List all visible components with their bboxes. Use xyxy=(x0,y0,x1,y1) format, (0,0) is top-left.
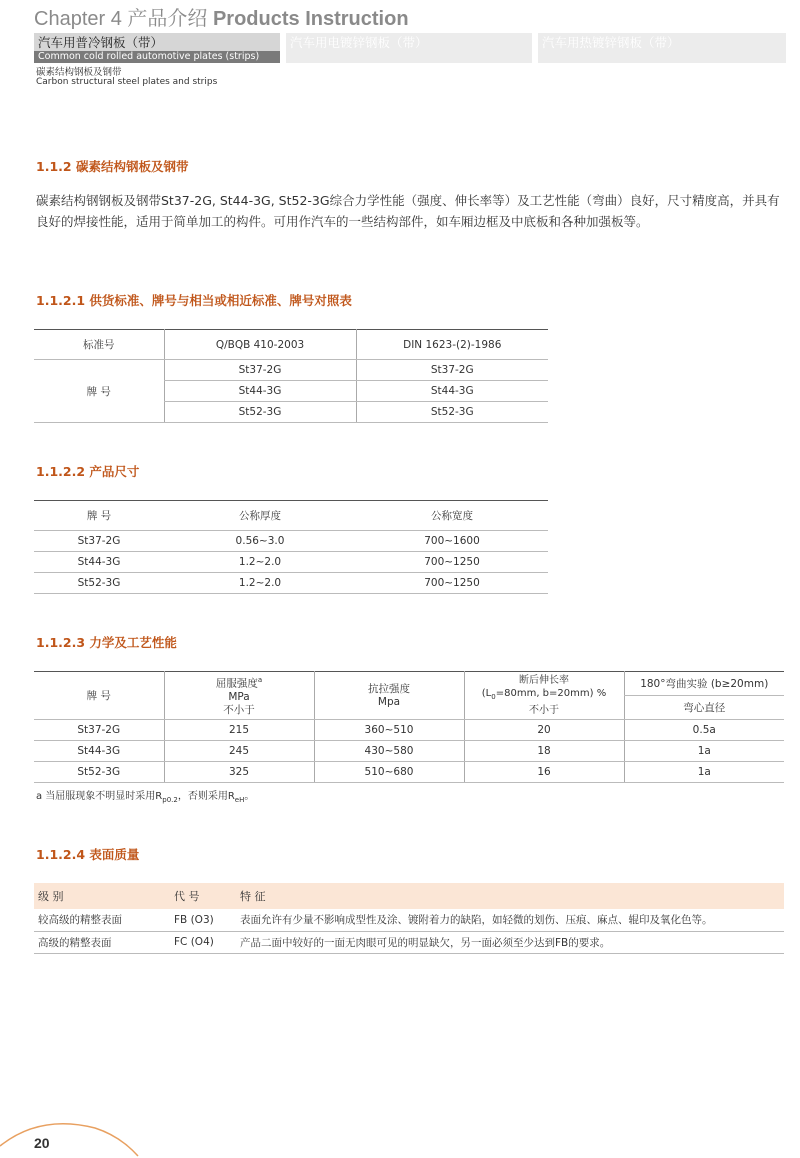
table-cell: 1a xyxy=(624,741,784,762)
page-number: 20 xyxy=(34,1135,50,1151)
table-cell: St44-3G xyxy=(34,552,164,573)
chapter-en: Products Instruction xyxy=(212,8,409,30)
table-cell: St44-3G xyxy=(164,381,356,402)
table-cell: 430~580 xyxy=(314,741,464,762)
table-cell: 表面允许有少量不影响成型性及涂、镀附着力的缺陷，如轻微的划伤、压痕、麻点、辊印及氧化色等。 xyxy=(240,909,784,931)
table-cell: 高级的精整表面 xyxy=(34,931,174,953)
tab-hot-dip-galvanized[interactable] xyxy=(538,33,786,63)
header-cell: 代 号 xyxy=(174,883,240,909)
table-header-row xyxy=(34,672,784,696)
tab-label: 汽车用电镀锌钢板（带） xyxy=(290,35,428,50)
header-cell: 特 征 xyxy=(240,883,784,909)
header-cell: 公称宽度 xyxy=(356,501,548,531)
tab-sublabel: Common cold rolled automotive plates (strips) xyxy=(34,51,280,63)
section-title: 1.1.2 碳素结构钢板及钢带 xyxy=(36,159,189,174)
table-cell: 700~1600 xyxy=(356,531,548,552)
header-bend-sub: 弯心直径 xyxy=(624,696,784,720)
sizes-table xyxy=(34,500,548,594)
footnote: a 当屈服现象不明显时采用$R_{p0.2}$，否则采用$R_{eH}$。 xyxy=(36,791,255,804)
header-cell: 公称厚度 xyxy=(164,501,356,531)
tab-electro-galvanized[interactable] xyxy=(286,33,532,63)
header-grade: 牌 号 xyxy=(34,672,164,720)
table-row xyxy=(34,741,784,762)
table-cell: St37-2G xyxy=(34,531,164,552)
table-row xyxy=(34,720,784,741)
tab-cold-rolled[interactable] xyxy=(34,33,280,63)
table-cell: 0.5a xyxy=(624,720,784,741)
table-cell: 1.2~2.0 xyxy=(164,552,356,573)
table-cell: 245 xyxy=(164,741,314,762)
header-cell: DIN 1623-(2)-1986 xyxy=(356,330,548,360)
table-header-row xyxy=(34,330,548,360)
table-cell: St44-3G xyxy=(356,381,548,402)
surface-title: 1.1.2.4 表面质量 xyxy=(36,847,140,862)
table-row xyxy=(34,552,548,573)
table-row xyxy=(34,931,784,953)
table-cell: St52-3G xyxy=(34,762,164,783)
table-row xyxy=(34,762,784,783)
table-cell: 产品二面中较好的一面无肉眼可见的明显缺欠，另一面必须至少达到FB的要求。 xyxy=(240,931,784,953)
table-cell: 0.56~3.0 xyxy=(164,531,356,552)
table-cell: St37-2G xyxy=(34,720,164,741)
subtitle-cn: 碳素结构钢板及钢带 xyxy=(36,67,122,78)
row-label: 牌 号 xyxy=(34,360,164,423)
header-cell: 级 别 xyxy=(34,883,174,909)
table-cell: 700~1250 xyxy=(356,552,548,573)
mechanical-table xyxy=(34,671,784,783)
chapter-label: Chapter 4 xyxy=(34,8,122,30)
table-row xyxy=(34,531,548,552)
table-cell: St37-2G xyxy=(164,360,356,381)
corner-swoosh-decoration xyxy=(0,1110,140,1158)
header-yield: 屈服强度$^a$ MPa 不小于 xyxy=(164,672,314,720)
standards-title: 1.1.2.1 供货标准、牌号与相当或相近标准、牌号对照表 xyxy=(36,293,352,308)
sizes-title: 1.1.2.2 产品尺寸 xyxy=(36,464,140,479)
table-cell: St52-3G xyxy=(356,402,548,423)
tab-label: 汽车用热镀锌钢板（带） xyxy=(542,35,680,50)
header-bend: 180°弯曲实验 (b≥20mm) xyxy=(624,672,784,696)
table-cell: St52-3G xyxy=(164,402,356,423)
table-cell: FC (O4) xyxy=(174,931,240,953)
table-cell: 20 xyxy=(464,720,624,741)
header-tensile: 抗拉强度 Mpa xyxy=(314,672,464,720)
table-cell: 18 xyxy=(464,741,624,762)
table-row xyxy=(34,573,548,594)
header-cell: 标准号 xyxy=(34,330,164,360)
standards-table xyxy=(34,329,548,423)
table-cell: 215 xyxy=(164,720,314,741)
table-cell: 1.2~2.0 xyxy=(164,573,356,594)
table-cell: 700~1250 xyxy=(356,573,548,594)
header-cell: 牌 号 xyxy=(34,501,164,531)
section-paragraph: 碳素结构钢钢板及钢带St37-2G, St44-3G, St52-3G综合力学性能（强度、伸长率等）及工艺性能（弯曲）良好，尺寸精度高，并具有良好的焊接性能，适用于简单加工的构件。可用作汽车的一些结构部件，如车厢边框及中底板和各种加强板等。 xyxy=(36,193,780,229)
table-cell: 16 xyxy=(464,762,624,783)
table-cell: 较高级的精整表面 xyxy=(34,909,174,931)
table-cell: 510~680 xyxy=(314,762,464,783)
header-elongation: 断后伸长率 ($L_0=80mm$, b=20mm) % 不小于 xyxy=(464,672,624,720)
chapter-cn: 产品介绍 xyxy=(127,8,208,30)
table-cell: St37-2G xyxy=(356,360,548,381)
table-row xyxy=(34,360,548,381)
table-header-row xyxy=(34,883,784,909)
table-cell: 360~510 xyxy=(314,720,464,741)
table-header-row xyxy=(34,501,548,531)
table-row xyxy=(34,909,784,931)
table-cell: 1a xyxy=(624,762,784,783)
table-cell: St44-3G xyxy=(34,741,164,762)
table-cell: 325 xyxy=(164,762,314,783)
table-cell: St52-3G xyxy=(34,573,164,594)
mechanical-title: 1.1.2.3 力学及工艺性能 xyxy=(36,635,177,650)
table-cell: FB (O3) xyxy=(174,909,240,931)
surface-table xyxy=(34,883,784,954)
subtitle-en: Carbon structural steel plates and strips xyxy=(36,77,218,87)
chapter-title xyxy=(34,2,409,31)
header-cell: Q/BQB 410-2003 xyxy=(164,330,356,360)
tab-label: 汽车用普冷钢板（带） xyxy=(38,35,164,50)
